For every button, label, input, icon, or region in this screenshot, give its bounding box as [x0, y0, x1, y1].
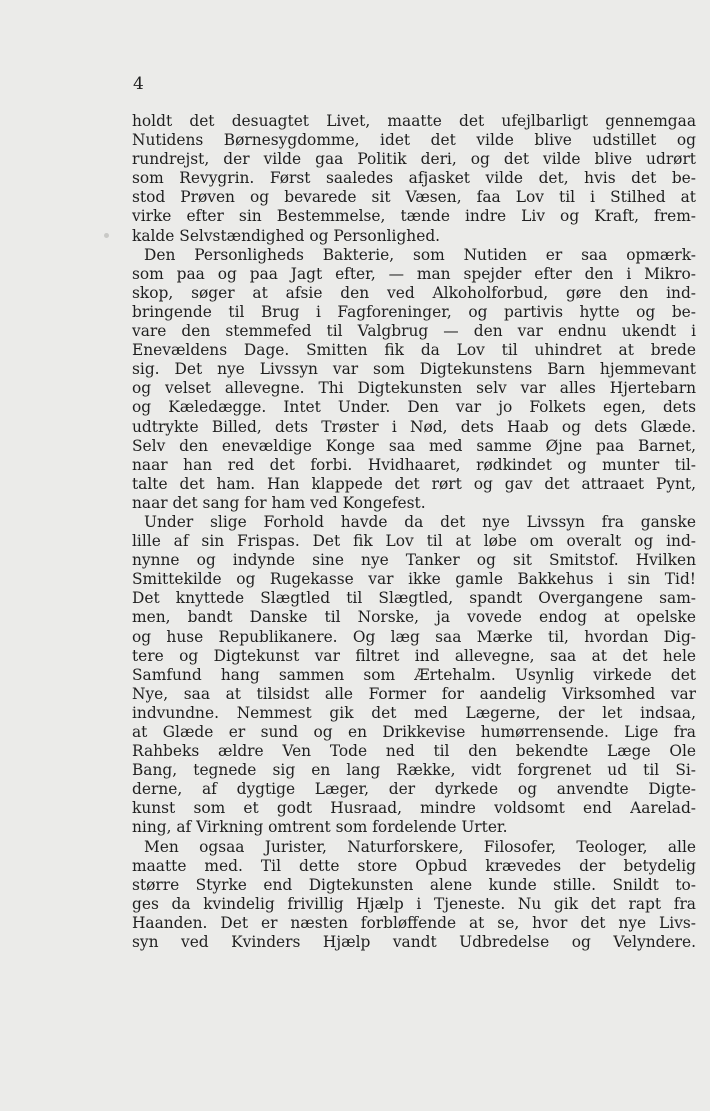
text-line: skop, søger at afsie den ved Alkoholforbud, gøre den ind-	[132, 283, 696, 302]
text-line: naar han red det forbi. Hvidhaaret, rødkindet og munter til-	[132, 455, 696, 474]
page-number: 4	[133, 74, 144, 94]
text-line: som Revygrin. Først saaledes afjasket vilde det, hvis det be-	[132, 169, 696, 188]
text-line: at Glæde er sund og en Drikkevise humørrensende. Lige fra	[132, 723, 696, 741]
text-line: tere og Digtekunst var filtret ind allevegne, saa at det hele	[132, 646, 696, 665]
text-line: naar det sang for ham ved Kongefest.	[132, 493, 426, 512]
text-line: virke efter sin Bestemmelse, tænde indre Liv og Kraft, frem-	[132, 207, 696, 226]
text-line: maatte med. Til dette store Opbud krævedes der betydelig	[132, 856, 696, 875]
body-text	[132, 112, 696, 952]
text-line: holdt det desuagtet Livet, maatte det ufejlbarligt gennemgaa	[132, 112, 696, 130]
text-line: og velset allevegne. Thi Digtekunsten selv var alles Hjertebarn	[132, 379, 696, 398]
text-line: Den Personligheds Bakterie, som Nutiden er saa opmærk-	[144, 245, 696, 264]
text-line: stod Prøven og bevarede sit Væsen, faa Lov til i Stilhed at	[132, 188, 696, 207]
text-line: ning, af Virkning omtrent som fordelende Urter.	[132, 818, 508, 837]
text-line: og huse Republikanere. Og læg saa Mærke til, hvordan Dig-	[132, 627, 696, 646]
text-line: nynne og indynde sine nye Tanker og sit Smitstof. Hvilken	[132, 551, 696, 570]
text-line: kunst som et godt Husraad, mindre voldsomt end Aarelad-	[132, 799, 696, 818]
text-line: syn ved Kvinders Hjælp vandt Udbredelse og Velyndere.	[132, 933, 696, 952]
text-line: ges da kvindelig frivillig Hjælp i Tjeneste. Nu gik det rapt fra	[132, 894, 696, 913]
text-line: Samfund hang sammen som Ærtehalm. Usynlig virkede det	[132, 665, 696, 684]
text-line: udtrykte Billed, dets Trøster i Nød, dets Haab og dets Glæde.	[132, 417, 696, 436]
text-line: Bang, tegnede sig en lang Række, vidt forgrenet ud til Si-	[132, 761, 696, 780]
text-line: Under slige Forhold havde da det nye Livssyn fra ganske	[144, 512, 696, 531]
text-line: Smittekilde og Rugekasse var ikke gamle Bakkehus i sin Tid!	[132, 570, 696, 589]
text-line: indvundne. Nemmest gik det med Lægerne, der let indsaa,	[132, 703, 696, 722]
text-line: bringende til Brug i Fagforeninger, og partivis hytte og be-	[132, 302, 696, 321]
text-line: Det knyttede Slægtled til Slægtled, spandt Overgangene sam-	[132, 589, 696, 608]
text-line: derne, af dygtige Læger, der dyrkede og anvendte Digte-	[132, 780, 696, 799]
text-line: vare den stemmefed til Valgbrug — den var endnu ukendt i	[132, 322, 696, 341]
text-line: men, bandt Danske til Norske, ja vovede endog at opelske	[132, 608, 696, 627]
text-line: og Kæledægge. Intet Under. Den var jo Folkets egen, dets	[132, 398, 696, 417]
text-line: Men ogsaa Jurister, Naturforskere, Filosofer, Teologer, alle	[144, 837, 696, 856]
text-line: rundrejst, der vilde gaa Politik deri, og det vilde blive udrørt	[132, 150, 696, 169]
text-line: sig. Det nye Livssyn var som Digtekunstens Barn hjemmevant	[132, 360, 696, 379]
paper-speck	[104, 233, 109, 238]
text-line: Haanden. Det er næsten forbløffende at se, hvor det nye Livs-	[132, 913, 696, 932]
text-line: Nutidens Børnesygdomme, idet det vilde blive udstillet og	[132, 131, 696, 150]
text-line: Nye, saa at tilsidst alle Former for aandelig Virksomhed var	[132, 684, 696, 703]
text-line: lille af sin Frispas. Det fik Lov til at løbe om overalt og ind-	[132, 532, 696, 551]
text-line: kalde Selvstændighed og Personlighed.	[132, 226, 441, 245]
text-line: Selv den enevældige Konge saa med samme Øjne paa Barnet,	[132, 436, 696, 455]
text-line: Enevældens Dage. Smitten fik da Lov til uhindret at brede	[132, 341, 696, 360]
text-line: talte det ham. Han klappede det rørt og gav det attraaet Pynt,	[132, 474, 696, 493]
text-line: Rahbeks ældre Ven Tode ned til den bekendte Læge Ole	[132, 742, 696, 761]
text-line: som paa og paa Jagt efter, — man spejder efter den i Mikro-	[132, 264, 696, 283]
text-line: større Styrke end Digtekunsten alene kunde stille. Snildt to-	[132, 875, 696, 894]
